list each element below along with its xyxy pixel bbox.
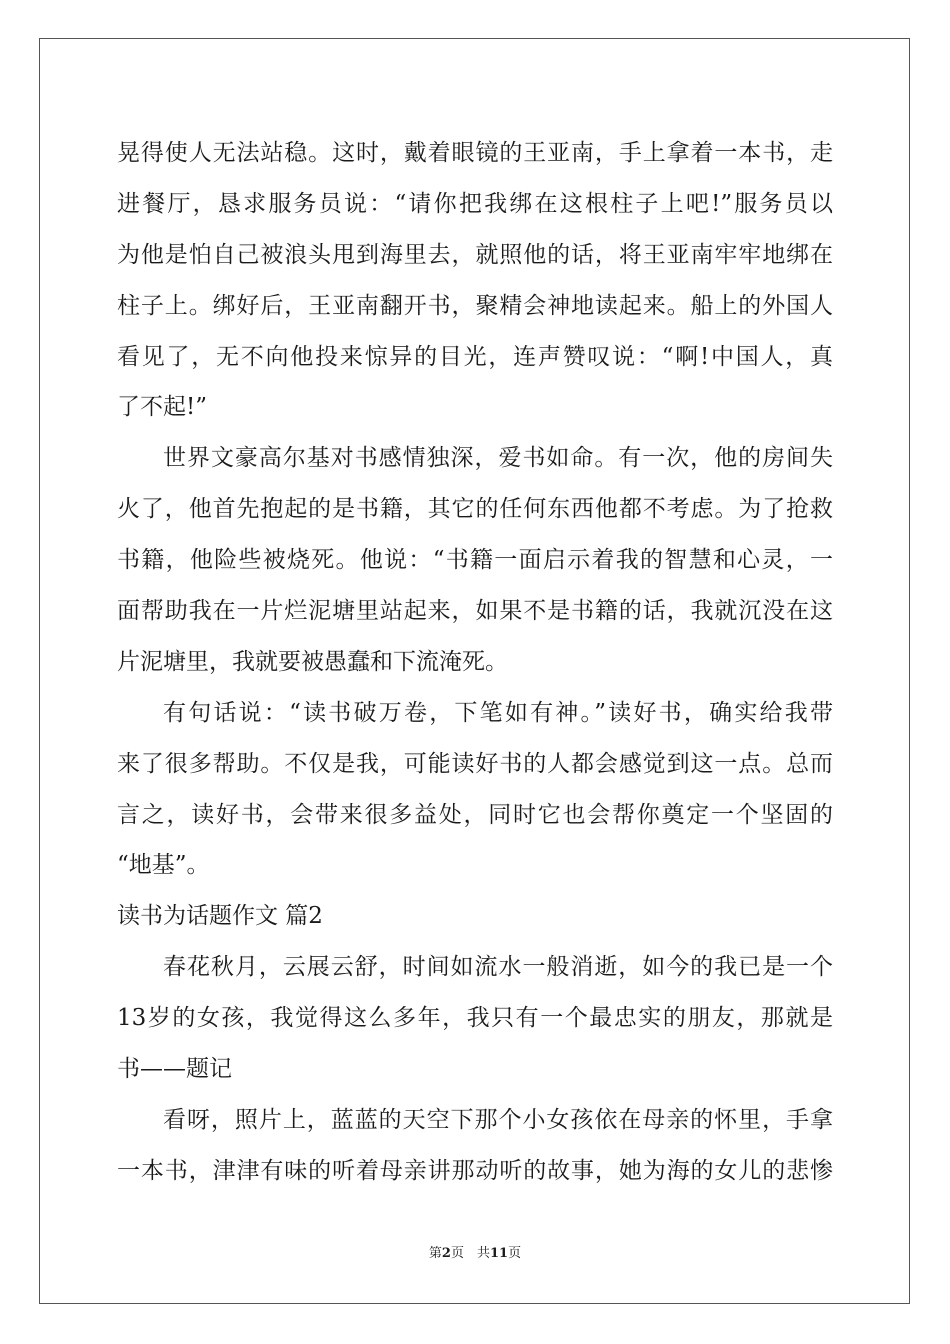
text-line: 柱子上。绑好后，王亚南翻开书，聚精会神地读起来。船上的外国人: [117, 292, 833, 319]
text-line: 晃得使人无法站稳。这时，戴着眼镜的王亚南，手上拿着一本书，走: [117, 140, 833, 166]
footer-prefix: 第: [428, 1246, 442, 1261]
page-footer: [0, 1244, 950, 1264]
footer-middle: 页 共: [450, 1246, 490, 1261]
text-line: 为他是怕自己被浪头甩到海里去，就照他的话，将王亚南牢牢地绑在: [117, 241, 833, 268]
text-line: 火了，他首先抱起的是书籍，其它的任何东西他都不考虑。为了抢救: [117, 496, 833, 523]
text-line: 了不起!”: [117, 394, 208, 421]
text-line: 进餐厅，恳求服务员说：“请你把我绑在这根柱子上吧!”服务员以: [117, 190, 833, 217]
document-body: [117, 128, 833, 1197]
text-line: “地基”。: [117, 852, 210, 879]
text-line: 一本书，津津有味的听着母亲讲那动听的故事，她为海的女儿的悲惨: [117, 1157, 833, 1184]
footer-suffix: 页: [508, 1246, 522, 1261]
text-line: 面帮助我在一片烂泥塘里站起来，如果不是书籍的话，我就沉没在这: [117, 598, 833, 625]
text-line: 书——题记: [117, 1056, 232, 1083]
text-line: 片泥塘里，我就要被愚蠢和下流淹死。: [117, 648, 508, 675]
text-line: 来了很多帮助。不仅是我，可能读好书的人都会感觉到这一点。总而: [117, 750, 833, 777]
text-line: 春花秋月，云展云舒，时间如流水一般消逝，如今的我已是一个: [163, 954, 833, 981]
text-line: 言之，读好书，会带来很多益处，同时它也会帮你奠定一个坚固的: [117, 801, 833, 828]
text-line: 世界文豪高尔基对书感情独深，爱书如命。有一次，他的房间失: [163, 445, 833, 472]
text-line: 有句话说：“读书破万卷，下笔如有神。”读好书，确实给我带: [163, 699, 833, 726]
text-line: 看见了，无不向他投来惊异的目光，连声赞叹说：“啊!中国人，真: [117, 343, 833, 370]
section-heading: 读书为话题作文 篇2: [117, 903, 323, 930]
text-line: 13岁的女孩，我觉得这么多年，我只有一个最忠实的朋友，那就是: [117, 1005, 833, 1032]
footer-current-page: 2: [441, 1246, 451, 1261]
footer-total-pages: 11: [489, 1246, 509, 1261]
text-line: 书籍，他险些被烧死。他说：“书籍一面启示着我的智慧和心灵，一: [117, 547, 833, 574]
text-line: 看呀，照片上，蓝蓝的天空下那个小女孩依在母亲的怀里，手拿: [163, 1106, 833, 1133]
